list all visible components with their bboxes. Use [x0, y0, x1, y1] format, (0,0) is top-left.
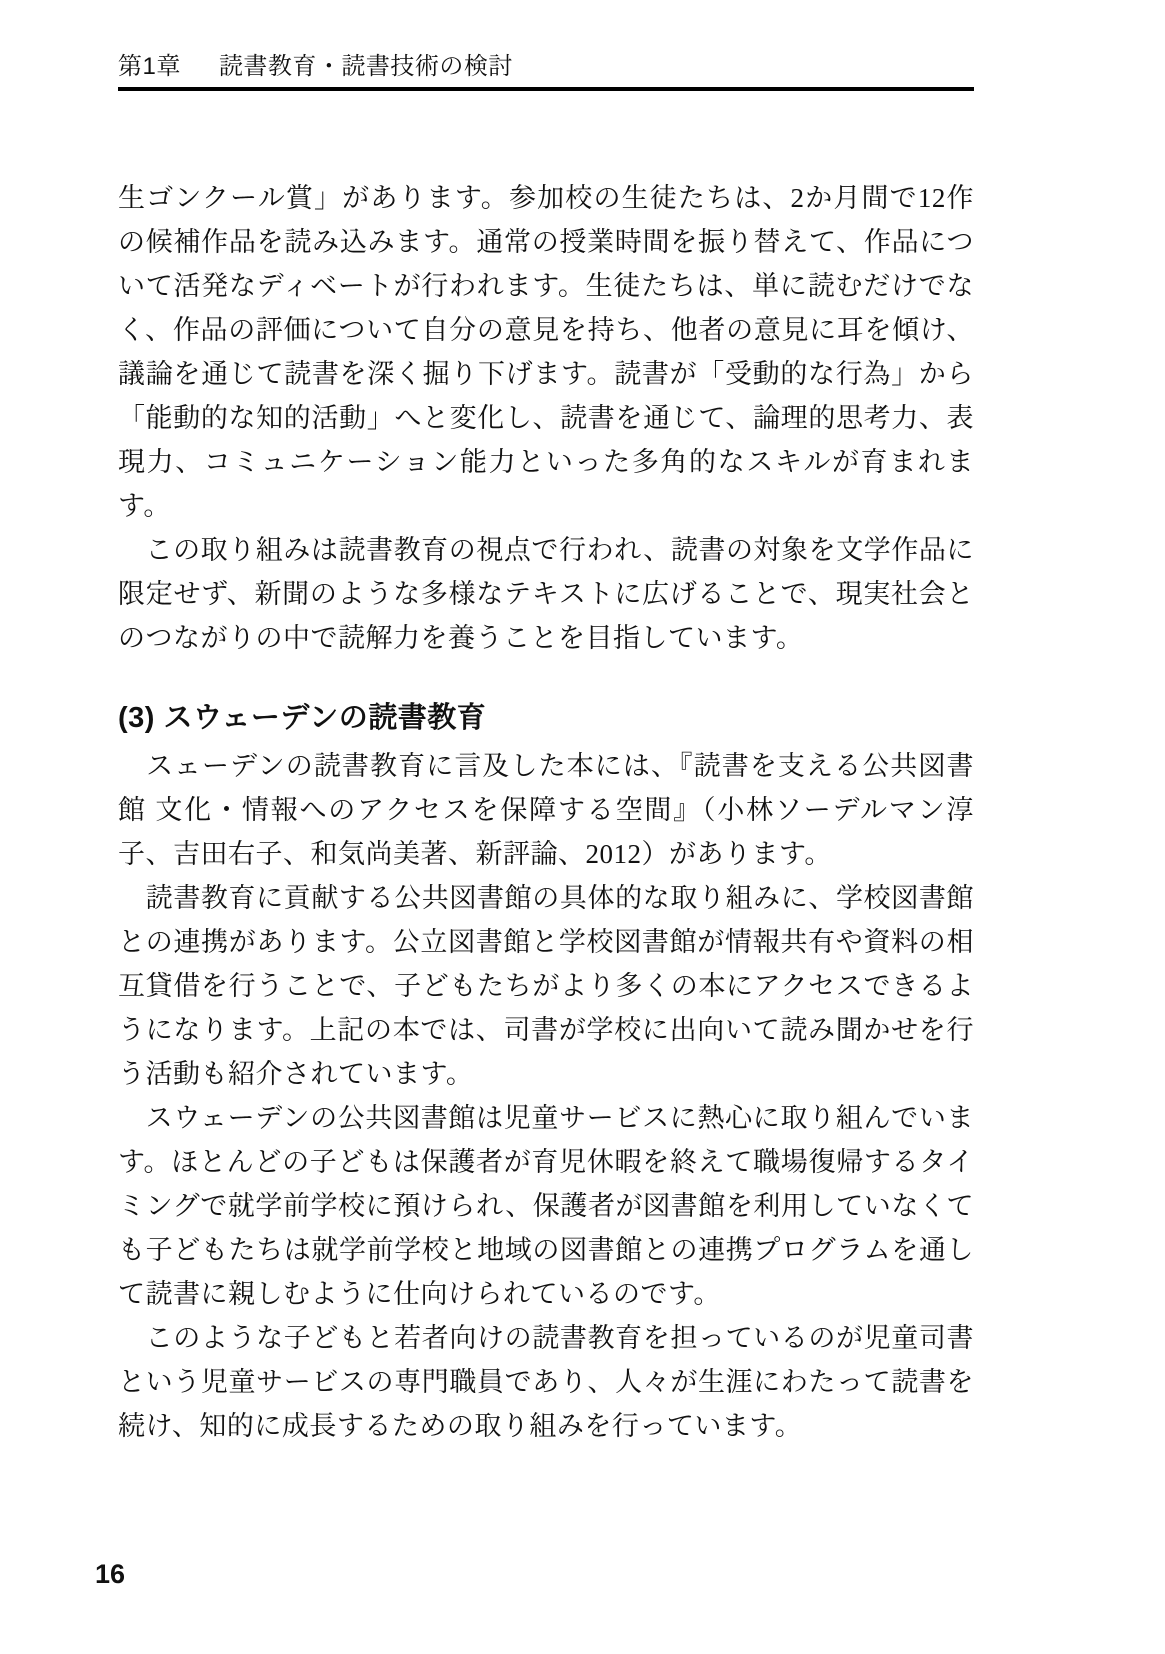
paragraph: スウェーデンの公共図書館は児童サービスに熱心に取り組んでいます。ほとんどの子どもは保護者が育児休暇を終えて職場復帰するタイミングで就学前学校に預けられ、保護者が図書館を利用していなくても子どもたちは就学前学校と地域の図書館との連携プログラムを通して読書に親しむように仕向けられているのです。 — [118, 1103, 974, 1309]
paragraph: この取り組みは読書教育の視点で行われ、読書の対象を文学作品に限定せず、新聞のような多様なテキストに広げることで、現実社会とのつながりの中で読解力を養うことを目指しています。 — [118, 535, 974, 653]
paragraph: スェーデンの読書教育に言及した本には、『読書を支える公共図書館 文化・情報へのアクセスを保障する空間』（小林ソーデルマン淳子、吉田右子、和気尚美著、新評論、2012）があります。 — [118, 751, 974, 869]
chapter-title: 読書教育・読書技術の検討 — [218, 53, 513, 80]
paragraph: このような子どもと若者向けの読書教育を担っているのが児童司書という児童サービスの専門職員であり、人々が生涯にわたって読書を続け、知的に成長するための取り組みを行っています。 — [118, 1323, 974, 1441]
section-heading: (3) スウェーデンの読書教育 — [118, 702, 487, 734]
body-text — [118, 176, 974, 1448]
chapter-number: 第1章 — [118, 53, 181, 80]
paragraph: 読書教育に貢献する公共図書館の具体的な取り組みに、学校図書館との連携があります。公立図書館と学校図書館が情報共有や資料の相互貸借を行うことで、子どもたちがより多くの本にアクセスできるようになります。上記の本では、司書が学校に出向いて読み聞かせを行う活動も紹介されています。 — [118, 883, 974, 1089]
page-number: 16 — [95, 1559, 126, 1589]
running-head — [118, 0, 974, 91]
page-content — [118, 0, 974, 1448]
paragraph: 生ゴンクール賞」があります。参加校の生徒たちは、2か月間で12作の候補作品を読み込みます。通常の授業時間を振り替えて、作品について活発なディベートが行われます。生徒たちは、単に読むだけでなく、作品の評価について自分の意見を持ち、他者の意見に耳を傾け、議論を通じて読書を深く掘り下げます。読書が「受動的な行為」から「能動的な知的活動」へと変化し、読書を通じて、論理的思考力、表現力、コミュニケーション能力といった多角的なスキルが育まれます。 — [118, 183, 974, 521]
